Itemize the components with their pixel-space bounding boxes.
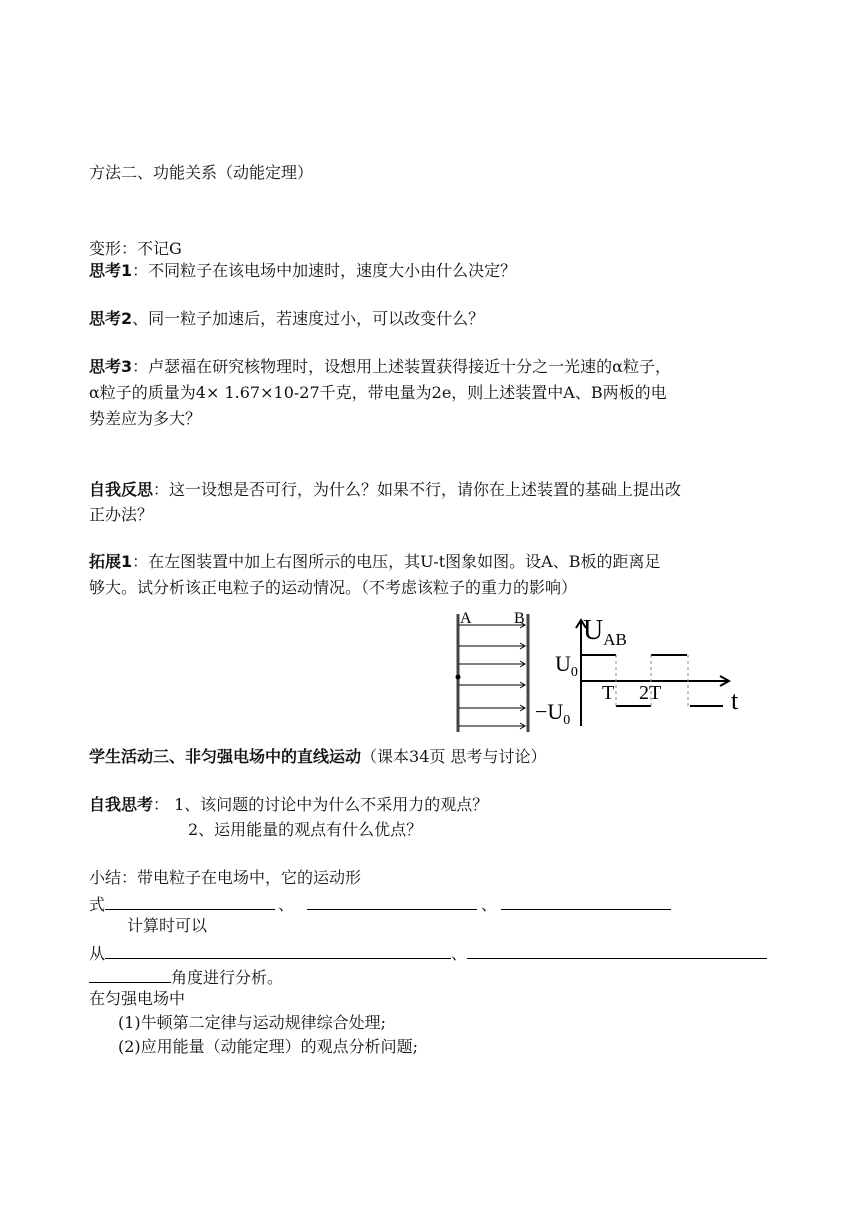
u-t-graph xyxy=(533,610,748,735)
uniform-title: 在匀强电场中 xyxy=(89,989,186,1008)
summary-line3: 计算时可以 xyxy=(127,916,208,935)
u-axis-label: $U_{AB}$ xyxy=(583,615,627,649)
activity3 xyxy=(89,746,546,768)
method2-heading: 方法二、功能关系（动能定理） xyxy=(89,163,314,182)
think2-text: 、同一粒子加速后，若速度过小，可以改变什么？ xyxy=(132,309,485,328)
think2-label: 思考2 xyxy=(89,309,133,328)
think3-line2: α粒子的质量为4× 1.67×10-27千克，带电量为2e，则上述装置中A、B两板的电 xyxy=(89,383,667,402)
charged-particle xyxy=(456,675,461,680)
activity3-note: （课本34页 思考与讨论） xyxy=(361,747,547,766)
ext1-line2: 够大。试分析该正电粒子的运动情况。（不考虑该粒子的重力的影响） xyxy=(89,578,578,597)
uniform-item2: (2)应用能量（动能定理）的观点分析问题; xyxy=(118,1037,419,1056)
blank-2[interactable] xyxy=(307,891,477,910)
t2-label: 2T xyxy=(639,682,662,704)
think1-label: 思考1 xyxy=(89,261,133,280)
summary-line1: 小结：带电粒子在电场中，它的运动形 xyxy=(89,868,362,887)
field-lines xyxy=(459,622,525,729)
ext1-label: 拓展1 xyxy=(89,552,133,571)
blank-5[interactable] xyxy=(467,940,767,959)
summary-line2: 式 、 、 xyxy=(89,891,671,916)
ext1-line1: ：在左图装置中加上右图所示的电压，其U-t图象如图。设A、B板的距离足 xyxy=(132,552,661,571)
think1 xyxy=(89,260,516,282)
reflect xyxy=(89,479,681,501)
t-axis-label: t xyxy=(731,686,739,715)
think3-line1: ：卢瑟福在研究核物理时，设想用上述装置获得接近十分之一光速的α粒子， xyxy=(132,357,671,376)
blank-1[interactable] xyxy=(105,891,275,910)
ext1 xyxy=(89,551,661,573)
selfthink xyxy=(89,794,488,816)
blank-3[interactable] xyxy=(501,891,671,910)
u0-label: $U_0$ xyxy=(555,651,578,680)
blank-4[interactable] xyxy=(105,940,451,959)
reflect-label: 自我反思 xyxy=(89,480,154,499)
think2 xyxy=(89,308,484,330)
neg-u0-label: $-U_0$ xyxy=(535,699,571,728)
uniform-item1: (1)牛顿第二定律与运动规律综合处理; xyxy=(118,1013,387,1032)
think3 xyxy=(89,356,671,378)
plates-figure xyxy=(450,606,545,736)
plate-b-label: B xyxy=(514,610,525,627)
think3-label: 思考3 xyxy=(89,357,133,376)
summary-line5: 角度进行分析。 xyxy=(89,964,283,989)
summary-line4: 从 、 xyxy=(89,940,767,965)
variant-text: 变形：不记G xyxy=(89,239,182,258)
plate-a-label: A xyxy=(460,610,472,627)
think3-line3: 势差应为多大？ xyxy=(89,409,202,428)
t1-label: T xyxy=(602,682,615,704)
reflect-line1: ：这一设想是否可行，为什么？如果不行，请你在上述装置的基础上提出改 xyxy=(153,480,682,499)
activity3-label: 学生活动三、非匀强电场中的直线运动 xyxy=(89,747,362,766)
selfthink-q2: 2、运用能量的观点有什么优点？ xyxy=(188,820,423,839)
selfthink-q1: ： 1、该问题的讨论中为什么不采用力的观点？ xyxy=(153,795,489,814)
reflect-line2: 正办法？ xyxy=(89,505,154,524)
blank-6[interactable] xyxy=(89,964,171,983)
selfthink-label: 自我思考 xyxy=(89,795,154,814)
think1-text: ：不同粒子在该电场中加速时，速度大小由什么决定？ xyxy=(132,261,517,280)
